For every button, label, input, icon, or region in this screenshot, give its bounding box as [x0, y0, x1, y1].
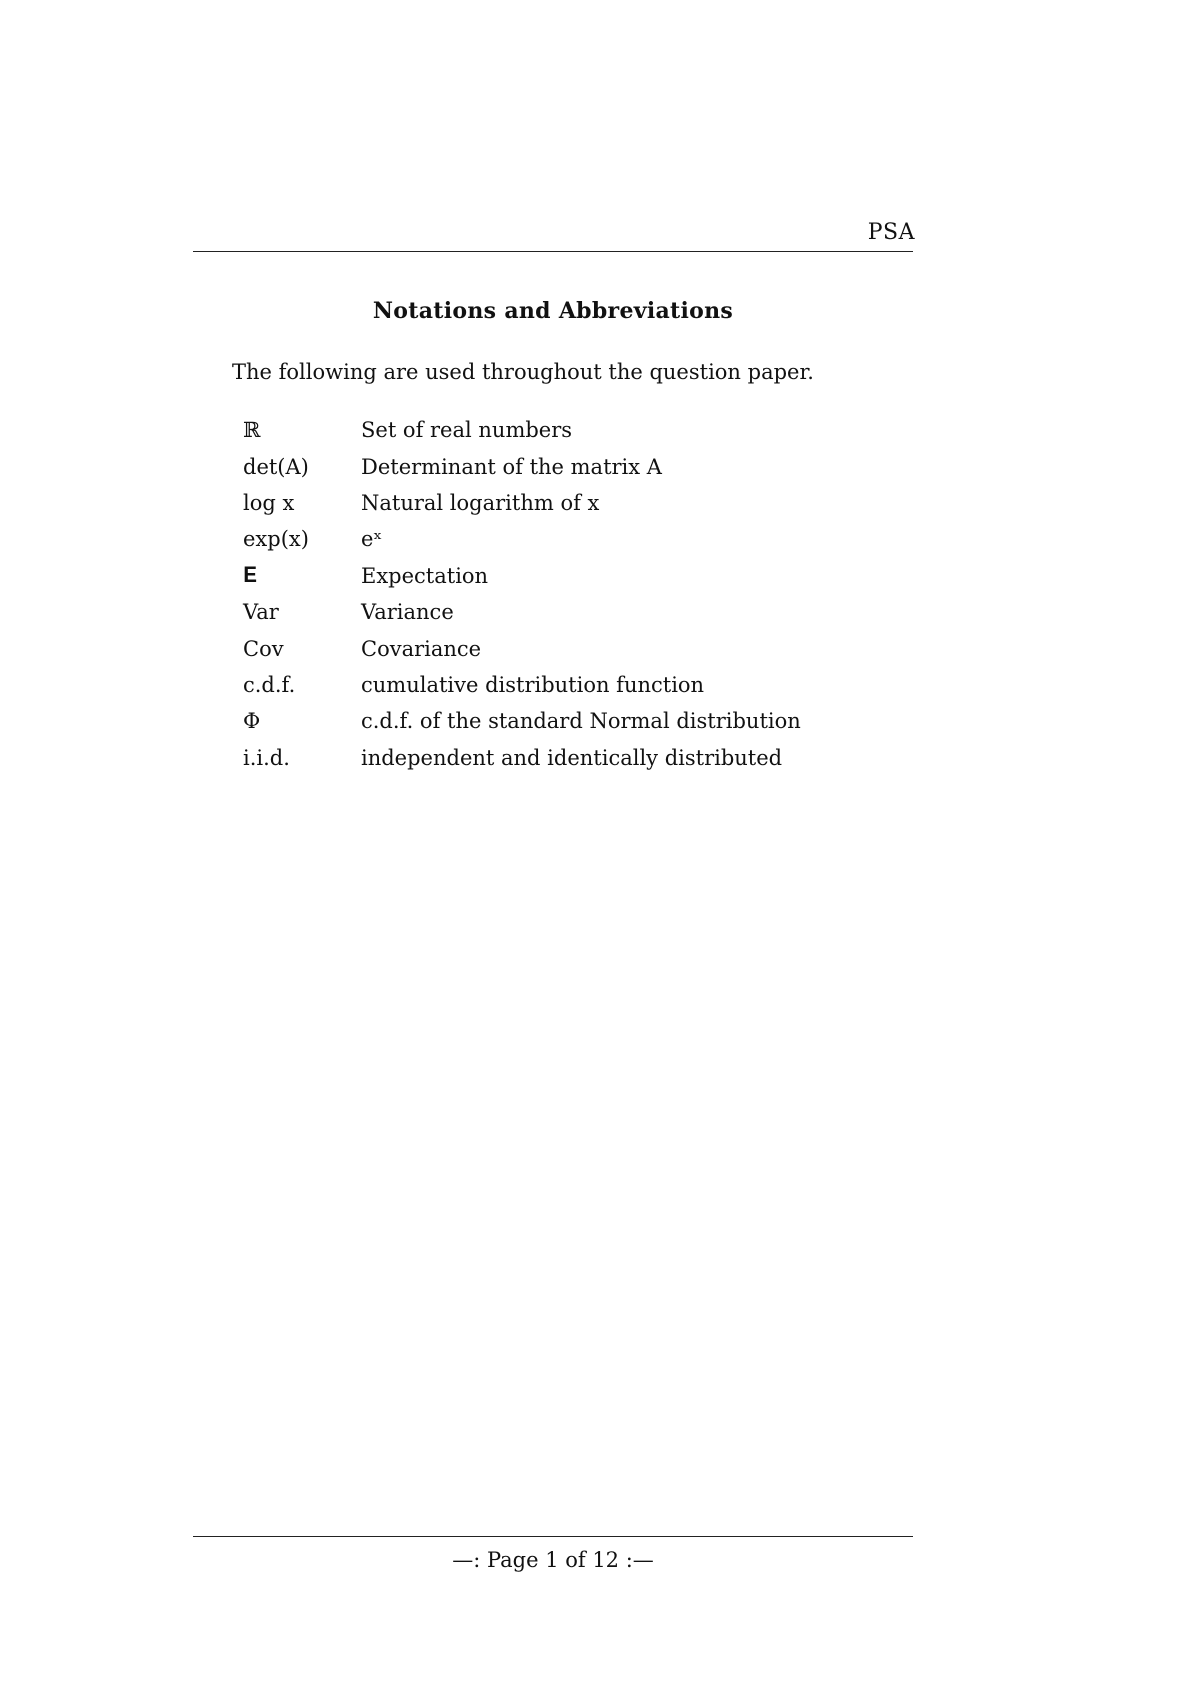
- notation-row: [243, 630, 883, 666]
- notation-meaning: Variance: [361, 600, 454, 625]
- notation-symbol: Φ: [243, 709, 261, 734]
- page-number: —: Page 1 of 12 :—: [452, 1548, 654, 1572]
- notation-meaning: independent and identically distributed: [361, 745, 783, 770]
- notation-meaning: eˣ: [361, 527, 383, 552]
- notation-symbol: c.d.f.: [243, 672, 296, 697]
- notation-symbol: log x: [243, 490, 295, 515]
- notation-row: [243, 667, 883, 703]
- header-rule: [193, 251, 913, 252]
- notation-row: [243, 703, 883, 739]
- notation-symbol: exp(x): [243, 527, 309, 552]
- notation-meaning: Covariance: [361, 636, 482, 661]
- notation-row: [243, 485, 883, 521]
- notation-row: [243, 740, 883, 776]
- section-title: Notations and Abbreviations: [372, 298, 734, 324]
- notation-table: [243, 412, 883, 776]
- notation-meaning: Set of real numbers: [361, 418, 573, 443]
- notation-meaning: Natural logarithm of x: [361, 490, 600, 515]
- notation-row: [243, 448, 883, 484]
- notation-row: [243, 521, 883, 557]
- notation-symbol: 𝐄: [243, 563, 257, 588]
- notation-row: [243, 558, 883, 594]
- notation-row: [243, 594, 883, 630]
- header-code: PSA: [867, 220, 915, 245]
- notation-symbol: Cov: [243, 636, 284, 661]
- notation-meaning: c.d.f. of the standard Normal distribution: [361, 709, 801, 734]
- notation-meaning: Determinant of the matrix A: [361, 454, 662, 479]
- notation-meaning: cumulative distribution function: [361, 672, 705, 697]
- notation-symbol: det(A): [243, 454, 309, 479]
- notation-symbol: i.i.d.: [243, 745, 290, 770]
- footer-rule: [193, 1536, 913, 1537]
- notation-symbol: Var: [243, 600, 279, 625]
- notation-symbol: ℝ: [243, 418, 261, 443]
- notation-row: [243, 412, 883, 448]
- notation-meaning: Expectation: [361, 563, 489, 588]
- section-intro: The following are used throughout the question paper.: [232, 360, 814, 384]
